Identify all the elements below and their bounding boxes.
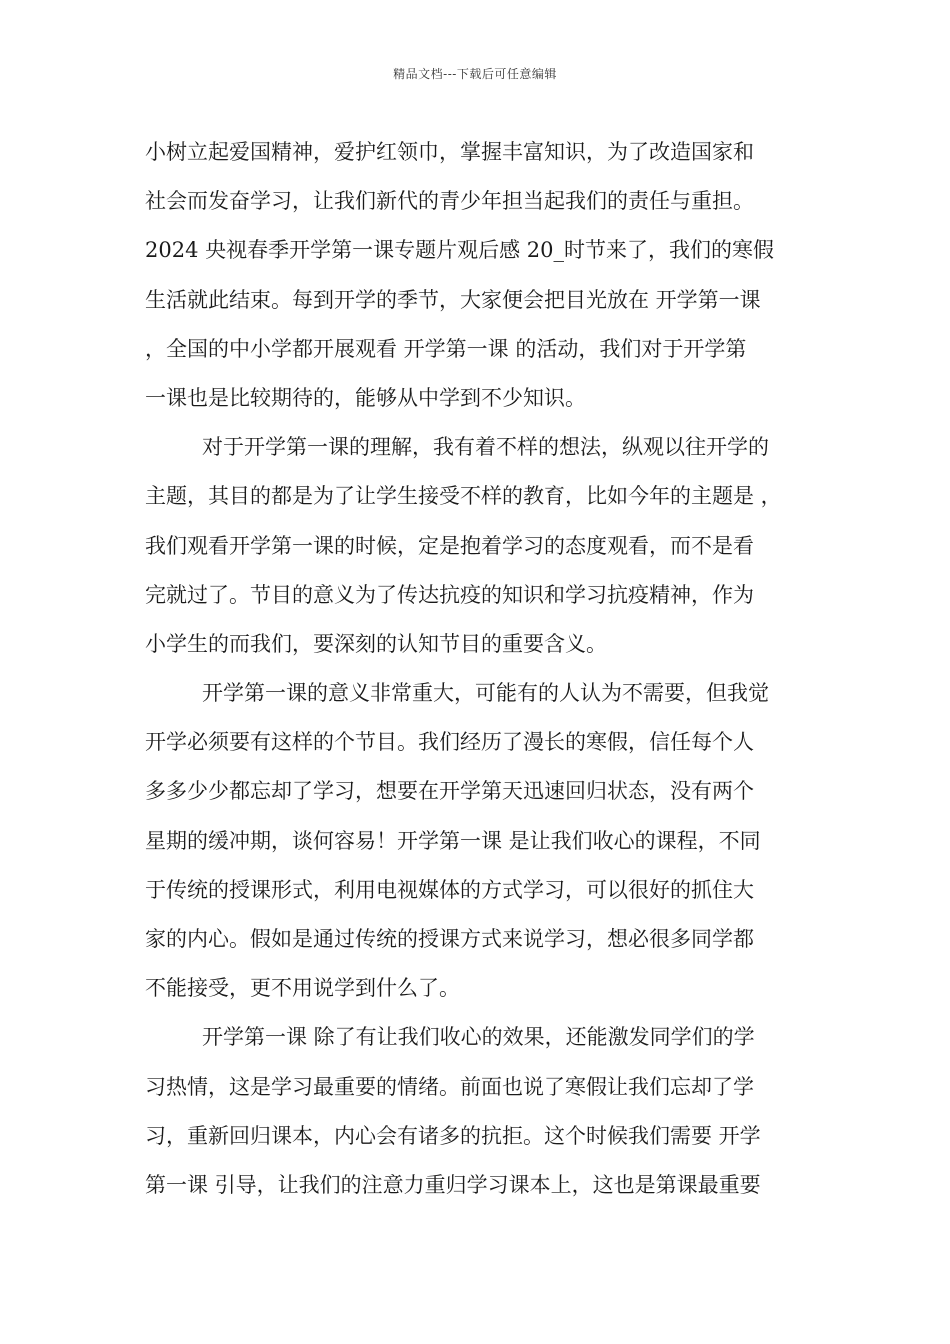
- text-line: 不能接受，更不用说学到什么了。: [145, 976, 460, 1001]
- paragraph: [145, 669, 815, 1013]
- text-line: 小树立起爱国精神，爱护红领巾，掌握丰富知识，为了改造国家和: [145, 140, 754, 164]
- text-line: 对于开学第一课的理解，我有着不样的想法，纵观以往开学的: [202, 435, 769, 460]
- text-line: 小学生的而我们，要深刻的认知节目的重要含义。: [145, 631, 607, 656]
- paragraph: [145, 423, 815, 669]
- text-line: 2024 央视春季开学第一课专题片观后感 20_时节来了，我们的寒假: [145, 238, 775, 263]
- text-line: 多多少少都忘却了学习，想要在开学第天迅速回归状态，没有两个: [145, 779, 754, 804]
- text-line: 我们观看开学第一课的时候，定是抱着学习的态度观看，而不是看: [145, 533, 754, 558]
- text-line: 家的内心。假如是通过传统的授课方式来说学习，想必很多同学都: [145, 927, 754, 951]
- text-line: 于传统的授课形式，利用电视媒体的方式学习，可以很好的抓住大: [145, 877, 754, 902]
- text-line: 开学必须要有这样的个节目。我们经历了漫长的寒假，信任每个人: [145, 730, 754, 755]
- text-line: 生活就此结束。每到开学的季节，大家便会把目光放在 开学第一课: [145, 287, 761, 312]
- paragraph: [145, 128, 815, 423]
- paragraph: [145, 1013, 815, 1210]
- text-line: ，全国的中小学都开展观看 开学第一课 的活动，我们对于开学第: [145, 336, 747, 361]
- text-line: 完就过了。节目的意义为了传达抗疫的知识和学习抗疫精神，作为: [145, 582, 754, 607]
- text-line: 第一课 引导，让我们的注意力重归学习课本上，这也是第课最重要: [145, 1172, 761, 1197]
- text-line: 开学第一课的意义非常重大，可能有的人认为不需要，但我觉: [202, 681, 769, 706]
- text-line: 习，重新回归课本，内心会有诸多的抗拒。这个时候我们需要 开学: [145, 1123, 761, 1148]
- document-body: [145, 128, 815, 1210]
- text-line: 一课也是比较期待的，能够从中学到不少知识。: [145, 385, 586, 410]
- page-header: 精品文档---下载后可任意编辑: [393, 67, 557, 81]
- text-line: 主题，其目的都是为了让学生接受不样的教育，比如今年的主题是 ，: [145, 484, 782, 509]
- text-line: 习热情，这是学习最重要的情绪。前面也说了寒假让我们忘却了学: [145, 1074, 754, 1099]
- text-line: 开学第一课 除了有让我们收心的效果，还能激发同学们的学: [202, 1025, 755, 1050]
- text-line: 社会而发奋学习，让我们新代的青少年担当起我们的责任与重担。: [145, 189, 754, 214]
- text-line: 星期的缓冲期，谈何容易！开学第一课 是让我们收心的课程，不同: [145, 828, 761, 853]
